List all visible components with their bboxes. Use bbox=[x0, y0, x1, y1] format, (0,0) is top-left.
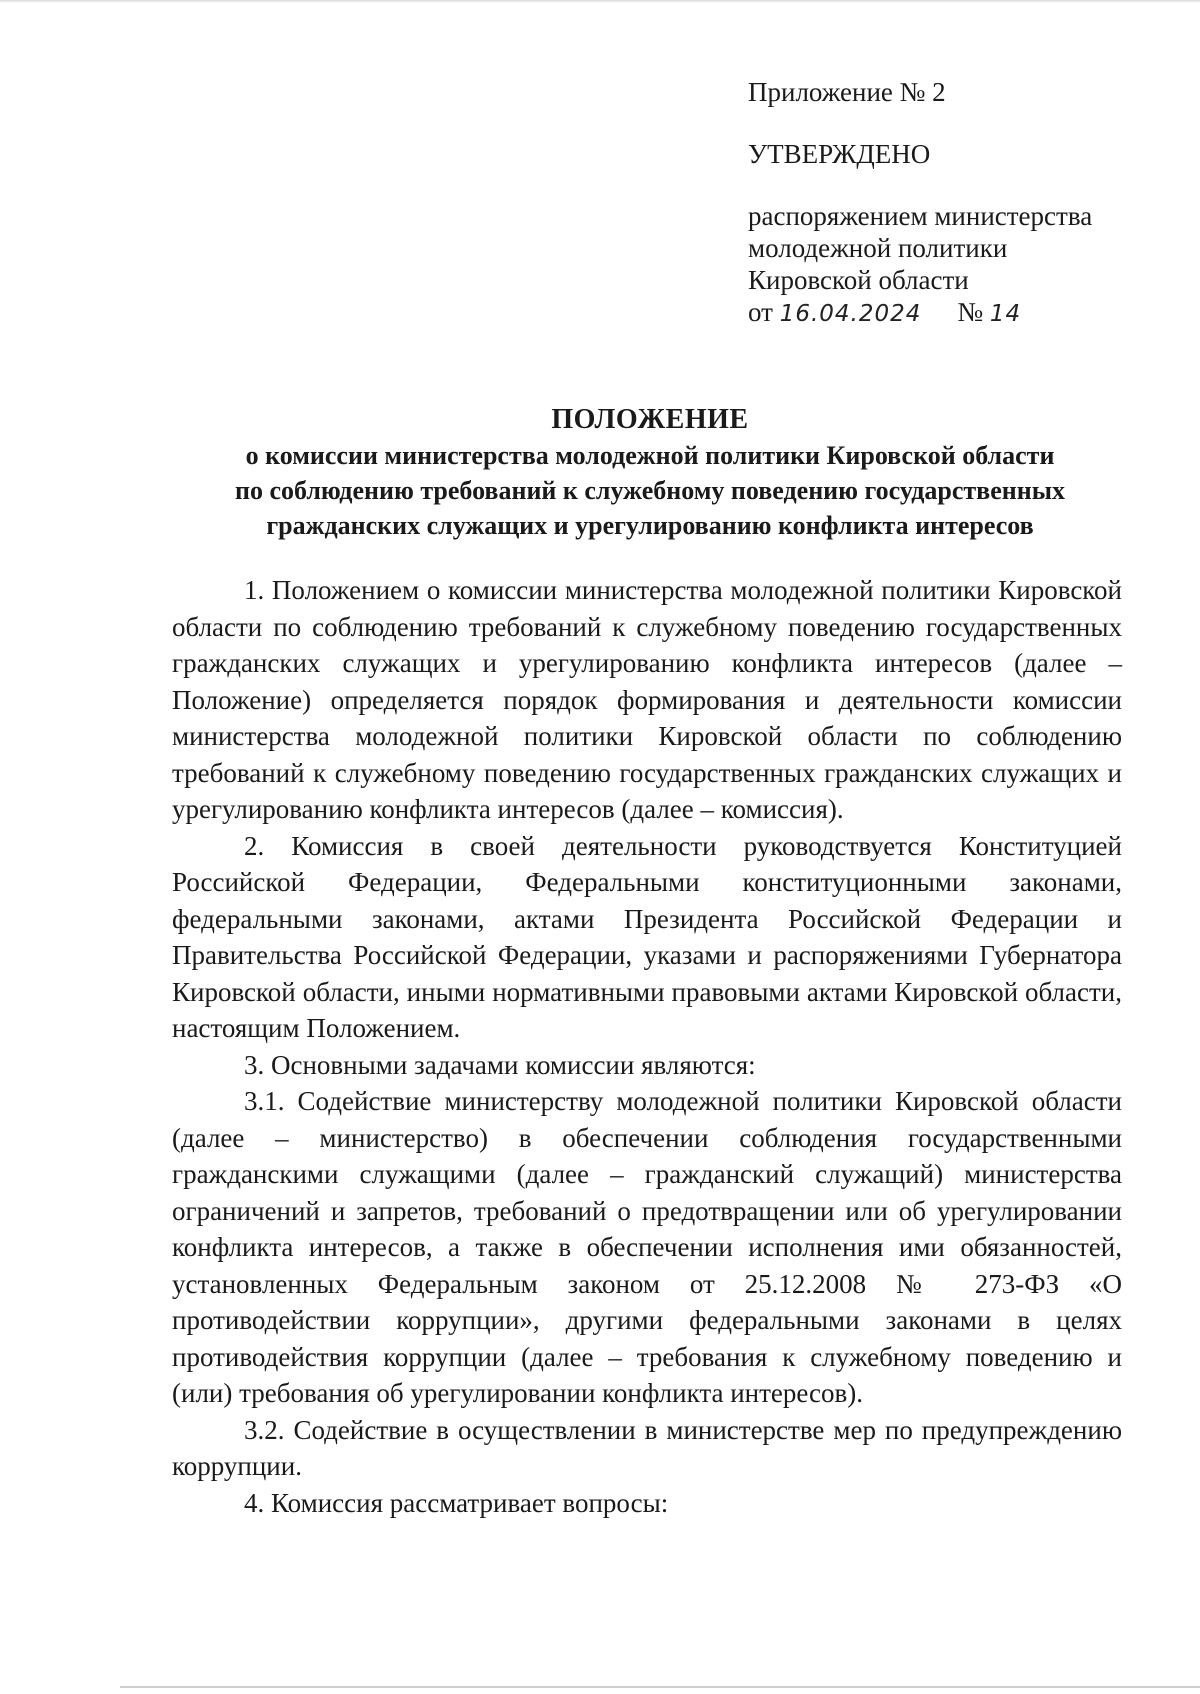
paragraph-3: 3. Основными задачами комиссии являются: bbox=[244, 1049, 756, 1080]
document-title-block bbox=[130, 402, 1170, 543]
order-line-1: распоряжением министерства bbox=[748, 201, 1093, 231]
paragraph-3-2: 3.2. Содействие в осуществлении в министерстве мер по предупреждению коррупции. bbox=[172, 1414, 1122, 1481]
document-subtitle-line-2: по соблюдению требований к служебному поведению государственных bbox=[234, 476, 1066, 505]
document-subtitle-line-3: гражданских служащих и урегулированию конфликта интересов bbox=[266, 511, 1034, 540]
handwritten-number: 14 bbox=[989, 301, 1022, 327]
handwritten-date: 16.04.2024 bbox=[779, 301, 922, 327]
approval-block bbox=[748, 76, 1168, 330]
order-line-2: молодежной политики bbox=[748, 233, 1008, 263]
document-subtitle-line-1: о комиссии министерства молодежной политики Кировской области bbox=[245, 441, 1055, 470]
order-line-3: Кировской области bbox=[748, 265, 969, 295]
order-reference bbox=[748, 200, 1168, 330]
paragraph-4: 4. Комиссия рассматривает вопросы: bbox=[244, 1487, 669, 1518]
paragraph-3-1: 3.1. Содействие министерству молодежной политики Кировской области (далее – министерство) в обеспечении соблюдения государственными гражданскими служащими (далее – гражданский служащий) министерства ограничений и запретов, требований о предотвращении или об урегулировании конфликта интересов, а также в обеспечении исполнения ими обязанностей, установленных Федеральным законом от 25.12.2008 № 273-ФЗ «О противодействии коррупции», другими федеральными законами в целях противодействия коррупции (далее – требования к служебному поведению и (или) требования об урегулировании конфликта интересов). bbox=[172, 1086, 1122, 1408]
order-date-line bbox=[748, 296, 1168, 330]
paragraph-2: 2. Комиссия в своей деятельности руководствуется Конституцией Российской Федерации, Федеральными конституционными законами, федеральными законами, актами Президента Российской Федерации и Правительства Российской Федерации, указами и распоряжениями Губернатора Кировской области, иными нормативными правовыми актами Кировской области, настоящим Положением. bbox=[172, 830, 1122, 1043]
document-body bbox=[172, 572, 1122, 1521]
scan-edge-top bbox=[0, 0, 1200, 3]
paragraph-1: 1. Положением о комиссии министерства молодежной политики Кировской области по соблюдению требований к служебному поведению государственных гражданских служащих и урегулированию конфликта интересов (далее – Положение) определяется порядок формирования и деятельности комиссии министерства молодежной политики Кировской области по соблюдению требований к служебному поведению государственных гражданских служащих и урегулированию конфликта интересов (далее – комиссия). bbox=[172, 575, 1122, 824]
number-prefix: № bbox=[957, 297, 984, 327]
annex-label: Приложение № 2 bbox=[748, 77, 946, 107]
scan-edge-bottom bbox=[120, 1686, 1200, 1688]
document-title: ПОЛОЖЕНИЕ bbox=[551, 404, 749, 435]
approved-stamp-text: УТВЕРЖДЕНО bbox=[748, 139, 931, 169]
date-prefix: от bbox=[748, 297, 773, 327]
